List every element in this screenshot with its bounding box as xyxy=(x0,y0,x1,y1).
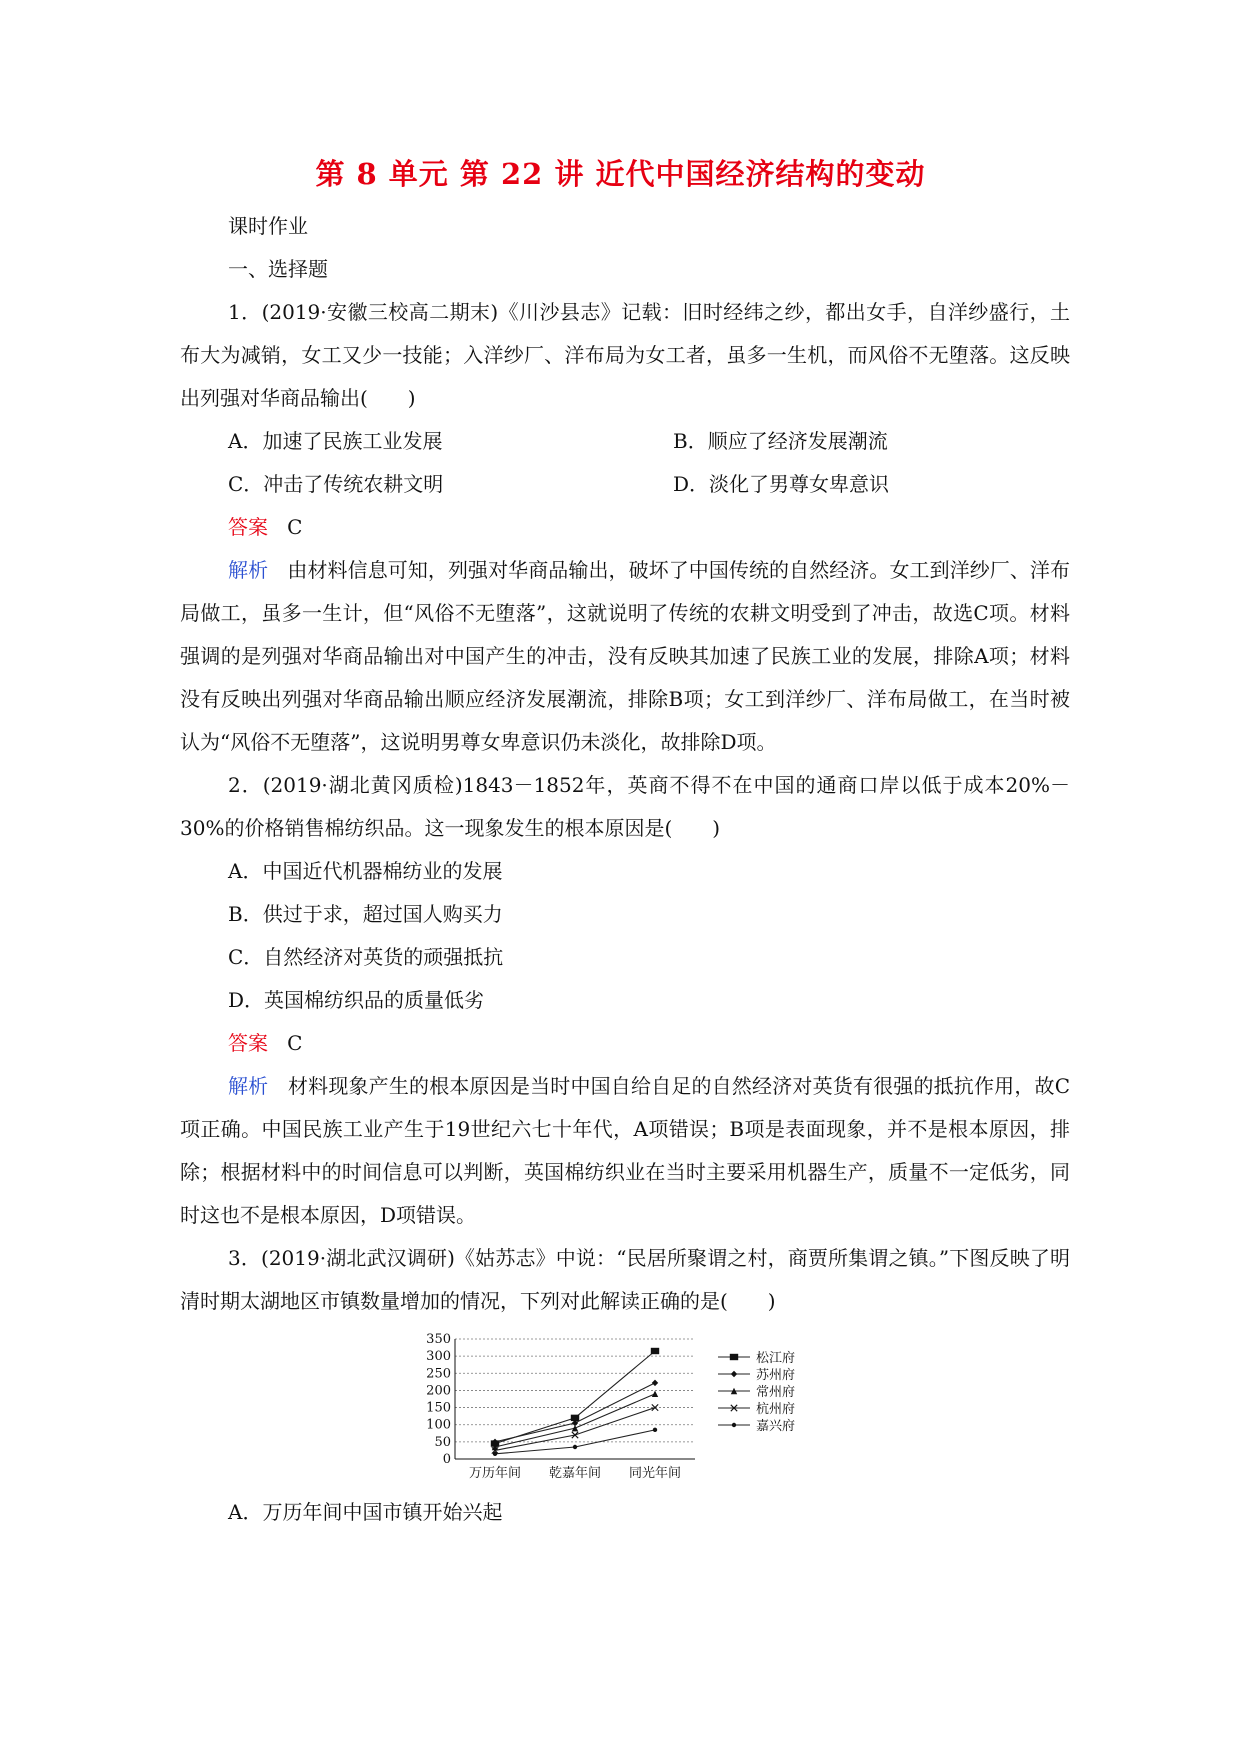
data-point xyxy=(652,1380,658,1386)
option-b: B．顺应了经济发展潮流 xyxy=(673,429,888,453)
answer-value: C xyxy=(287,515,303,539)
question-1-stem: 1．(2019·安徽三校高二期末)《川沙县志》记载：旧时经纬之纱，都出女手，自洋纱盛行，土布大为减销，女工又少一技能；入洋纱厂、洋布局为女工者，虽多一生机，而风俗不无堕落。这反映出列强对华商品输出( ) xyxy=(180,300,1070,410)
data-point xyxy=(652,1391,658,1397)
data-point xyxy=(653,1428,657,1432)
market-town-chart xyxy=(180,1331,1070,1481)
x-tick-label: 同光年间 xyxy=(628,1466,682,1481)
series-line-1 xyxy=(495,1383,655,1442)
subsection-heading: 一、选择题 xyxy=(228,257,328,281)
y-tick-label: 250 xyxy=(426,1366,451,1382)
analysis-text: 材料现象产生的根本原因是当时中国自给自足的自然经济对英货有很强的抵抗作用，故C项正确。中国民族工业产生于19世纪六七十年代，A项错误；B项是表面现象，并不是根本原因，排除；根据材料中的时间信息可以判断，英国棉纺织业在当时主要采用机器生产，质量不一定低劣，同时这也不是根本原因，D项错误。 xyxy=(180,1074,1070,1227)
option-d: D．英国棉纺织品的质量低劣 xyxy=(228,988,485,1012)
data-point xyxy=(573,1445,577,1449)
y-tick-label: 50 xyxy=(434,1434,451,1450)
y-tick-label: 150 xyxy=(426,1400,451,1416)
y-tick-label: 350 xyxy=(426,1332,451,1347)
question-2-analysis xyxy=(180,1065,1070,1237)
page-title: 第 8 单元 第 22 讲 近代中国经济结构的变动 xyxy=(315,157,926,191)
question-1-options xyxy=(180,420,1070,463)
data-point xyxy=(493,1452,497,1456)
answer-label: 答案 xyxy=(228,1031,268,1055)
document-body xyxy=(180,205,1070,1534)
analysis-label: 解析 xyxy=(228,1074,269,1098)
option-a: A．万历年间中国市镇开始兴起 xyxy=(228,1500,503,1524)
x-tick-label: 乾嘉年间 xyxy=(548,1466,602,1481)
section-heading: 课时作业 xyxy=(228,214,308,238)
x-tick-label: 万历年间 xyxy=(468,1466,522,1481)
y-tick-label: 100 xyxy=(426,1417,451,1433)
legend-entry: 嘉兴府 xyxy=(756,1419,796,1434)
option-d: D．淡化了男尊女卑意识 xyxy=(673,472,890,496)
legend-marker xyxy=(730,1354,738,1360)
legend-entry: 松江府 xyxy=(756,1351,796,1366)
question-1-options-row2 xyxy=(180,463,1070,506)
option-c: C．自然经济对英货的顽强抵抗 xyxy=(228,945,504,969)
line-chart xyxy=(410,1331,850,1481)
question-2-stem: 2．(2019·湖北黄冈质检)1843－1852年，英商不得不在中国的通商口岸以低于成本20%－30%的价格销售棉纺织品。这一现象发生的根本原因是( ) xyxy=(180,773,1070,840)
option-a: A．中国近代机器棉纺业的发展 xyxy=(228,859,503,883)
legend-entry: 常州府 xyxy=(756,1385,796,1400)
option-c: C．冲击了传统农耕文明 xyxy=(228,472,444,496)
data-point xyxy=(651,1348,659,1354)
analysis-text: 由材料信息可知，列强对华商品输出，破坏了中国传统的自然经济。女工到洋纱厂、洋布局做工，虽多一生计，但“风俗不无堕落”，这就说明了传统的农耕文明受到了冲击，故选C项。材料强调的是列强对华商品输出对中国产生的冲击，没有反映其加速了民族工业的发展，排除A项；材料没有反映出列强对华商品输出顺应经济发展潮流，排除B项；女工到洋纱厂、洋布局做工，在当时被认为“风俗不无堕落”，这说明男尊女卑意识仍未淡化，故排除D项。 xyxy=(180,558,1071,754)
answer-value: C xyxy=(287,1031,303,1055)
legend-marker xyxy=(731,1371,737,1377)
y-tick-label: 0 xyxy=(442,1452,451,1467)
answer-label: 答案 xyxy=(228,515,268,539)
y-tick-label: 300 xyxy=(426,1349,451,1365)
question-1-answer xyxy=(180,506,1070,549)
y-tick-label: 200 xyxy=(426,1383,451,1399)
question-2-answer xyxy=(180,1022,1070,1065)
legend-entry: 杭州府 xyxy=(756,1402,796,1417)
option-b: B．供过于求，超过国人购买力 xyxy=(228,902,503,926)
question-1-analysis xyxy=(180,549,1070,764)
analysis-label: 解析 xyxy=(228,558,269,582)
question-3-stem: 3．(2019·湖北武汉调研)《姑苏志》中说：“民居所聚谓之村，商贾所集谓之镇。”下图反映了明清时期太湖地区市镇数量增加的情况，下列对此解读正确的是( ) xyxy=(180,1246,1070,1313)
option-a: A．加速了民族工业发展 xyxy=(228,429,443,453)
legend-marker xyxy=(732,1423,736,1427)
legend-entry: 苏州府 xyxy=(756,1368,796,1383)
